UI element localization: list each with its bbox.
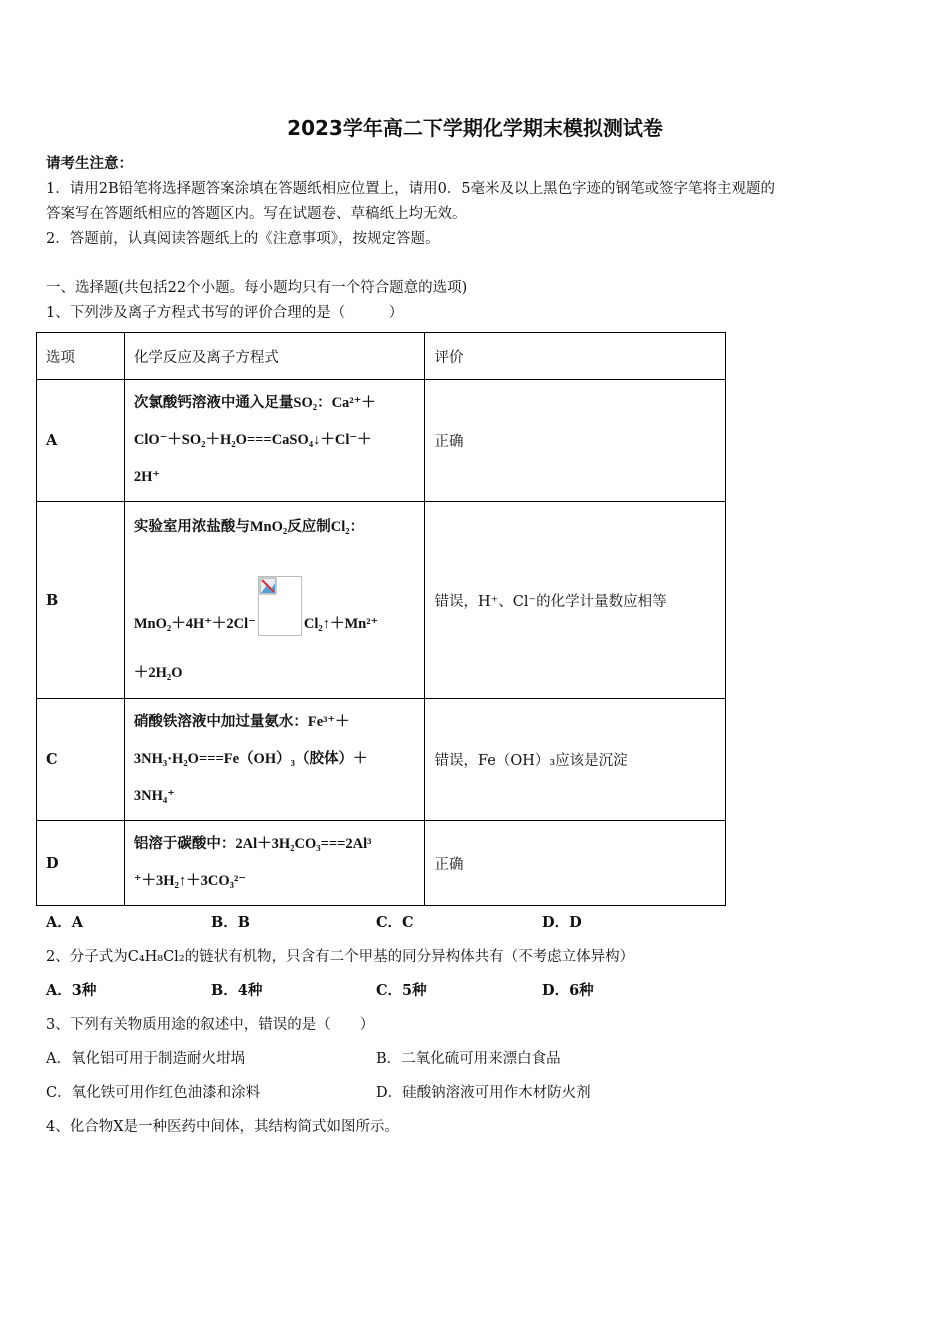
broken-image-icon	[258, 576, 302, 636]
question-3-option-b[interactable]: B．二氧化硫可用来漂白食品	[376, 1051, 561, 1067]
equation-line: 铝溶于碳酸中：2Al＋3H₂CO₃===2Al³	[133, 836, 372, 852]
evaluation-cell: 正确	[425, 380, 726, 502]
table-row	[37, 699, 726, 821]
equation-line: ClO⁻＋SO₂＋H₂O===CaSO₄↓＋Cl⁻＋	[133, 432, 372, 448]
notice-item-1-cont: 答案写在答题纸相应的答题区内。写在试题卷、草稿纸上均无效。	[46, 206, 467, 222]
notice-heading: 请考生注意：	[46, 155, 133, 172]
equation-line: 次氯酸钙溶液中通入足量SO₂：Ca²⁺＋	[133, 395, 376, 411]
question-1-option-b[interactable]: B．B	[211, 914, 251, 931]
equation-cell	[124, 699, 425, 821]
row-label: A	[37, 380, 125, 502]
equation-cell	[124, 502, 425, 699]
page-title: 2023学年高二下学期化学期末模拟测试卷	[287, 116, 663, 140]
evaluation-cell: 错误，H⁺、Cl⁻的化学计量数应相等	[425, 502, 726, 699]
question-2-option-d[interactable]: D．6种	[542, 982, 594, 999]
table-row	[37, 821, 726, 906]
table-row	[37, 380, 726, 502]
equation-line: 硝酸铁溶液中加过量氨水：Fe³⁺＋	[133, 714, 350, 730]
question-3-option-a[interactable]: A．氧化铝可用于制造耐火坩埚	[46, 1051, 245, 1067]
question-2-option-a[interactable]: A．3种	[46, 982, 97, 999]
question-2-option-b[interactable]: B．4种	[211, 982, 263, 999]
equation-line: 3NH₄⁺	[133, 788, 175, 804]
equation-cell	[124, 380, 425, 502]
equation-line: 2H⁺	[133, 469, 161, 485]
equation-line: ⁺＋3H₂↑＋3CO₃²⁻	[133, 873, 247, 889]
table-header: 选项	[37, 333, 125, 380]
question-3-option-d[interactable]: D．硅酸钠溶液可用作木材防火剂	[376, 1085, 591, 1101]
notice-item-2: 2．答题前，认真阅读答题纸上的《注意事项》，按规定答题。	[46, 231, 440, 247]
equation-line	[134, 576, 416, 643]
section-heading: 一、选择题(共包括22个小题。每小题均只有一个符合题意的选项)	[46, 280, 468, 296]
equation-line: 实验室用浓盐酸与MnO₂反应制Cl₂：	[133, 518, 365, 535]
question-1-option-a[interactable]: A．A	[46, 914, 84, 931]
question-3-stem: 3、下列有关物质用途的叙述中，错误的是（ ）	[46, 1017, 375, 1033]
question-1-option-d[interactable]: D．D	[542, 914, 582, 931]
evaluation-cell: 正确	[425, 821, 726, 906]
question-2-option-c[interactable]: C．5种	[376, 982, 427, 999]
table-row	[37, 502, 726, 699]
equation-line: ＋2H₂O	[133, 664, 183, 681]
notice-item-1: 1．请用2B铅笔将选择题答案涂填在答题纸相应位置上，请用0．5毫米及以上黑色字迹的钢笔或签字笔将主观题的	[46, 181, 776, 197]
question-4-stem: 4、化合物X是一种医药中间体，其结构简式如图所示。	[46, 1119, 400, 1135]
question-2-stem: 2、分子式为C₄H₈Cl₂的链状有机物，只含有二个甲基的同分异构体共有（不考虑立体异构）	[46, 949, 635, 965]
equation-part: Cl₂↑＋Mn²⁺	[303, 615, 379, 632]
row-label: D	[37, 821, 125, 906]
equation-line: 3NH₃·H₂O===Fe（OH）₃（胶体）＋	[133, 751, 368, 767]
row-label: B	[37, 502, 125, 699]
table-header: 评价	[425, 333, 726, 380]
question-1-stem: 1、下列涉及离子方程式书写的评价合理的是（ ）	[46, 305, 404, 321]
row-label: C	[37, 699, 125, 821]
table-header: 化学反应及离子方程式	[124, 333, 425, 380]
question-3-option-c[interactable]: C．氧化铁可用作红色油漆和涂料	[46, 1085, 261, 1101]
equation-part: MnO₂＋4H⁺＋2Cl⁻	[133, 615, 256, 632]
question-1-table	[36, 332, 726, 906]
question-1-option-c[interactable]: C．C	[376, 914, 414, 931]
evaluation-cell: 错误，Fe（OH）₃应该是沉淀	[425, 699, 726, 821]
equation-cell	[124, 821, 425, 906]
table-header-row	[37, 333, 726, 380]
